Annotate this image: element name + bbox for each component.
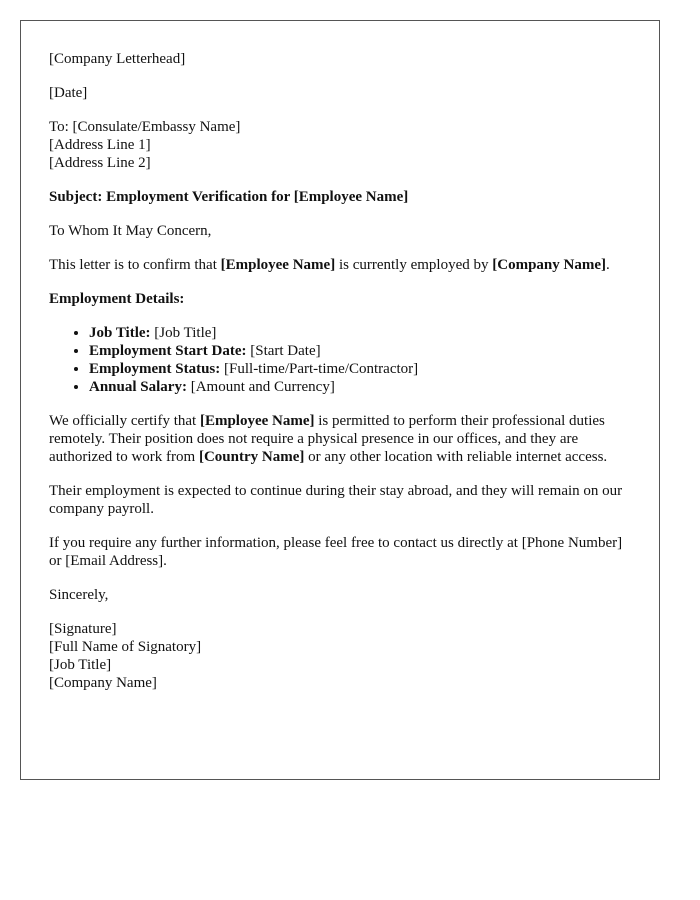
certify-country-name: [Country Name] — [198, 449, 305, 465]
certify-text-1: We officially certify that — [49, 413, 200, 429]
contact-paragraph: If you require any further information, please feel free to contact us directly at [Phone Number] or [Email Address]. — [49, 535, 623, 569]
company-letterhead: [Company Letterhead] — [49, 51, 186, 67]
detail-label: Job Title: — [89, 325, 151, 341]
letter-page — [20, 20, 660, 780]
detail-label: Employment Status: — [89, 361, 221, 377]
signature-block — [49, 620, 631, 692]
certify-text-2: is permitted to perform their professional duties remotely. Their position does not require a physical presence in our offices, and they are authorized to work from — [49, 413, 605, 465]
list-item — [89, 342, 631, 360]
recipient-line-3: [Address Line 2] — [49, 155, 151, 171]
certify-text-3: or any other location with reliable internet access. — [304, 449, 608, 465]
intro-company-name: [Company Name] — [492, 257, 606, 273]
signatory-job-title: [Job Title] — [49, 657, 112, 673]
detail-value: [Start Date] — [246, 343, 321, 359]
intro-text-1: This letter is to confirm that — [49, 257, 221, 273]
signatory-name: [Full Name of Signatory] — [49, 639, 202, 655]
list-item — [89, 378, 631, 396]
detail-label: Annual Salary: — [89, 379, 187, 395]
certify-employee-name: [Employee Name] — [199, 413, 315, 429]
salutation: To Whom It May Concern, — [49, 223, 212, 239]
recipient-line-2: [Address Line 1] — [49, 137, 151, 153]
recipient-address — [49, 118, 631, 172]
closing: Sincerely, — [49, 587, 109, 603]
intro-employee-name: [Employee Name] — [220, 257, 336, 273]
list-item — [89, 324, 631, 342]
detail-value: [Job Title] — [150, 325, 217, 341]
details-list — [49, 324, 631, 396]
list-item — [89, 360, 631, 378]
letter-date: [Date] — [49, 85, 88, 101]
letter-subject: Subject: Employment Verification for [Employee Name] — [49, 189, 409, 205]
intro-text-2: is currently employed by — [335, 257, 493, 273]
certification-paragraph — [49, 412, 631, 466]
detail-value: [Full-time/Part-time/Contractor] — [220, 361, 419, 377]
detail-label: Employment Start Date: — [89, 343, 247, 359]
recipient-line-1: To: [Consulate/Embassy Name] — [49, 119, 241, 135]
intro-paragraph — [49, 256, 631, 274]
detail-value: [Amount and Currency] — [186, 379, 335, 395]
details-heading: Employment Details: — [49, 291, 185, 307]
continuation-paragraph: Their employment is expected to continue during their stay abroad, and they will remain on our company payroll. — [49, 483, 623, 517]
intro-text-3: . — [606, 257, 610, 273]
signatory-company: [Company Name] — [49, 675, 157, 691]
signature-line: [Signature] — [49, 621, 117, 637]
